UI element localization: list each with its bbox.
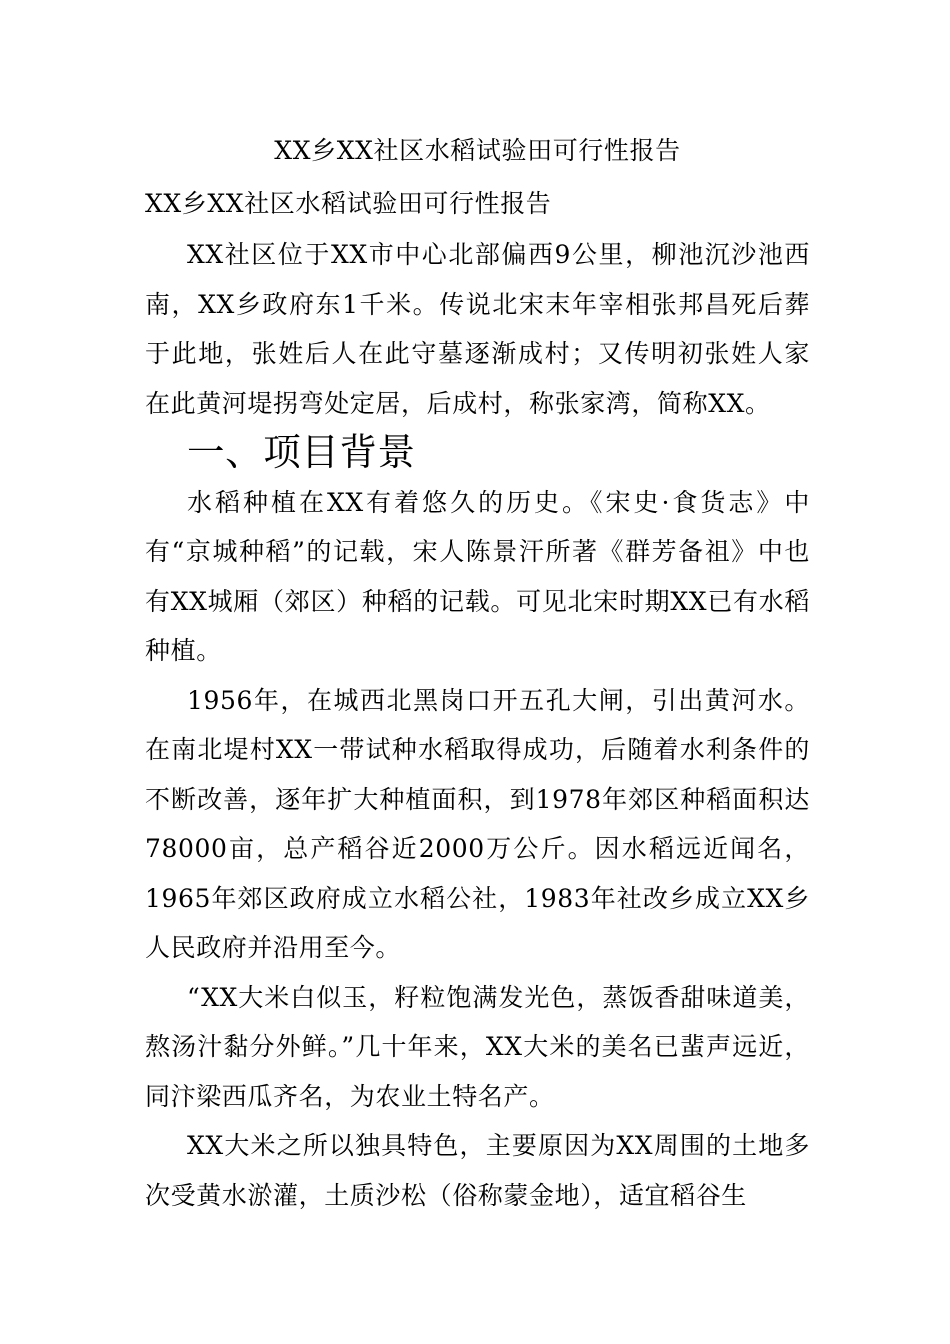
intro-paragraph: XX社区位于XX市中心北部偏西9公里，柳池沉沙池西南，XX乡政府东1千米。传说北宋末年宰相张邦昌死后葬于此地，张姓后人在此守墓逐渐成村；又传明初张姓人家在此黄河堤拐弯处定居，后成村，称张家湾，简称XX。 [145, 240, 810, 418]
background-paragraph-4: XX大米之所以独具特色，主要原因为XX周围的土地多次受黄水淤灌，土质沙松（俗称蒙金地），适宜稻谷生 [145, 1131, 810, 1210]
background-paragraph-1: 水稻种植在XX有着悠久的历史。《宋史·食货志》中有“京城种稻”的记载，宋人陈景汗所著《群芳备祖》中也有XX城厢（郊区）种稻的记载。可见北宋时期XX已有水稻种植。 [145, 487, 810, 665]
document-title: XX乡XX社区水稻试验田可行性报告 [274, 136, 681, 165]
document-subtitle: XX乡XX社区水稻试验田可行性报告 [145, 189, 552, 218]
background-paragraph-2: 1956年，在城西北黑岗口开五孔大闸，引出黄河水。在南北堤村XX一带试种水稻取得成功，后随着水利条件的不断改善，逐年扩大种植面积，到1978年郊区种稻面积达78000亩，总产稻谷近2000万公斤。因水稻远近闻名，1965年郊区政府成立水稻公社，1983年社改乡成立XX乡人民政府并沿用至今。 [145, 685, 810, 962]
background-paragraph-3: “XX大米白似玉，籽粒饱满发光色，蒸饭香甜味道美，熬汤汁黏分外鲜。”几十年来，XX大米的美名已蜚声远近，同汴梁西瓜齐名，为农业土特名产。 [145, 982, 810, 1111]
document-body [145, 128, 810, 1220]
section-heading: 一、项目背景 [187, 430, 416, 474]
